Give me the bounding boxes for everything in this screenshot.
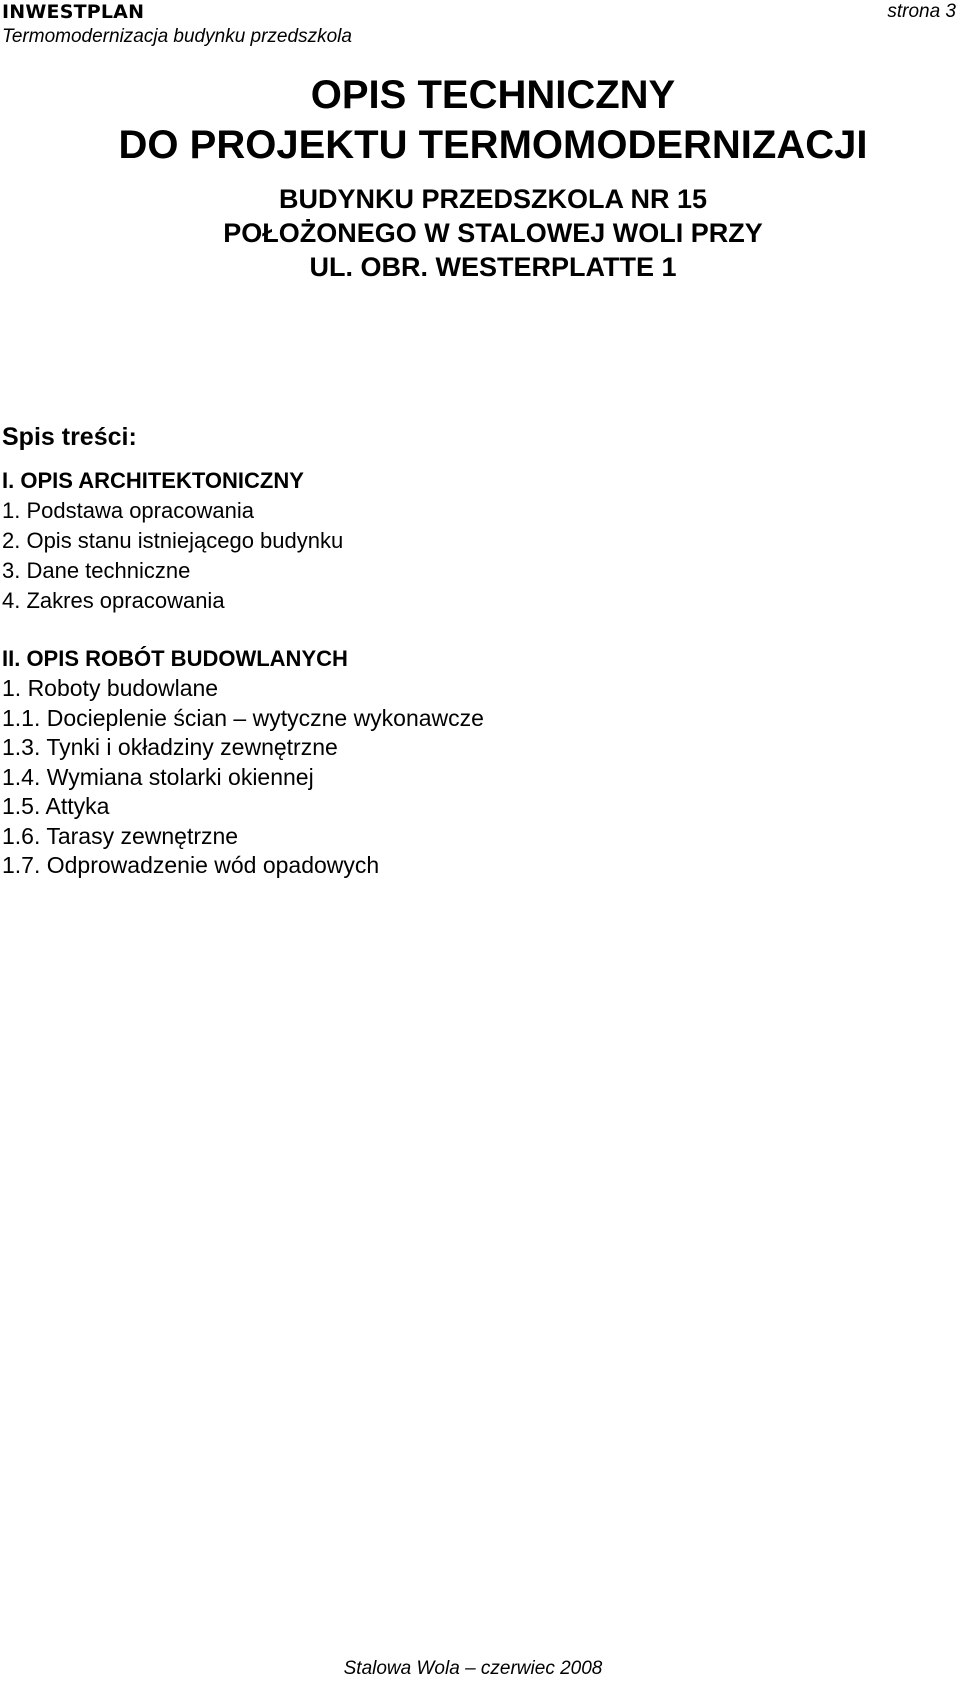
page-header <box>2 0 352 50</box>
toc-item: 1.4. Wymiana stolarki okiennej <box>2 763 314 790</box>
document-subtitle <box>0 182 960 284</box>
toc-item: 1.3. Tynki i okładziny zewnętrzne <box>2 734 338 760</box>
title-line-2: DO PROJEKTU TERMOMODERNIZACJI <box>118 123 868 167</box>
table-of-contents <box>2 420 484 881</box>
toc-item: 1. Roboty budowlane <box>2 675 219 701</box>
toc-item: 1.6. Tarasy zewnętrzne <box>2 822 239 849</box>
title-line-1: OPIS TECHNICZNY <box>310 73 676 117</box>
toc-item: 2. Opis stanu istniejącego budynku <box>2 528 344 553</box>
page-number: strona 3 <box>887 1 956 22</box>
toc-heading: Spis treści: <box>2 423 137 451</box>
toc-item: 1.5. Attyka <box>2 793 110 819</box>
toc-item: 1. Podstawa opracowania <box>2 498 254 523</box>
project-name: Termomodernizacja budynku przedszkola <box>2 26 352 47</box>
toc-item: 3. Dane techniczne <box>2 558 191 583</box>
subtitle-line-2: POŁOŻONEGO W STALOWEJ WOLI PRZY <box>223 218 763 248</box>
toc-item: 1.1. Docieplenie ścian – wytyczne wykonawcze <box>2 704 484 731</box>
toc-section-title: I. OPIS ARCHITEKTONICZNY <box>2 468 304 493</box>
company-name: INWESTPLAN <box>2 1 145 23</box>
toc-item: 1.7. Odprowadzenie wód opadowych <box>2 852 380 878</box>
toc-section-construction <box>2 644 484 881</box>
toc-section-architecture <box>2 466 484 616</box>
page-footer: Stalowa Wola – czerwiec 2008 <box>343 1658 603 1679</box>
subtitle-line-3: UL. OBR. WESTERPLATTE 1 <box>309 252 677 282</box>
document-title <box>0 70 960 170</box>
toc-section-title: II. OPIS ROBÓT BUDOWLANYCH <box>2 646 348 671</box>
subtitle-line-1: BUDYNKU PRZEDSZKOLA NR 15 <box>278 184 708 214</box>
toc-item: 4. Zakres opracowania <box>2 588 225 613</box>
